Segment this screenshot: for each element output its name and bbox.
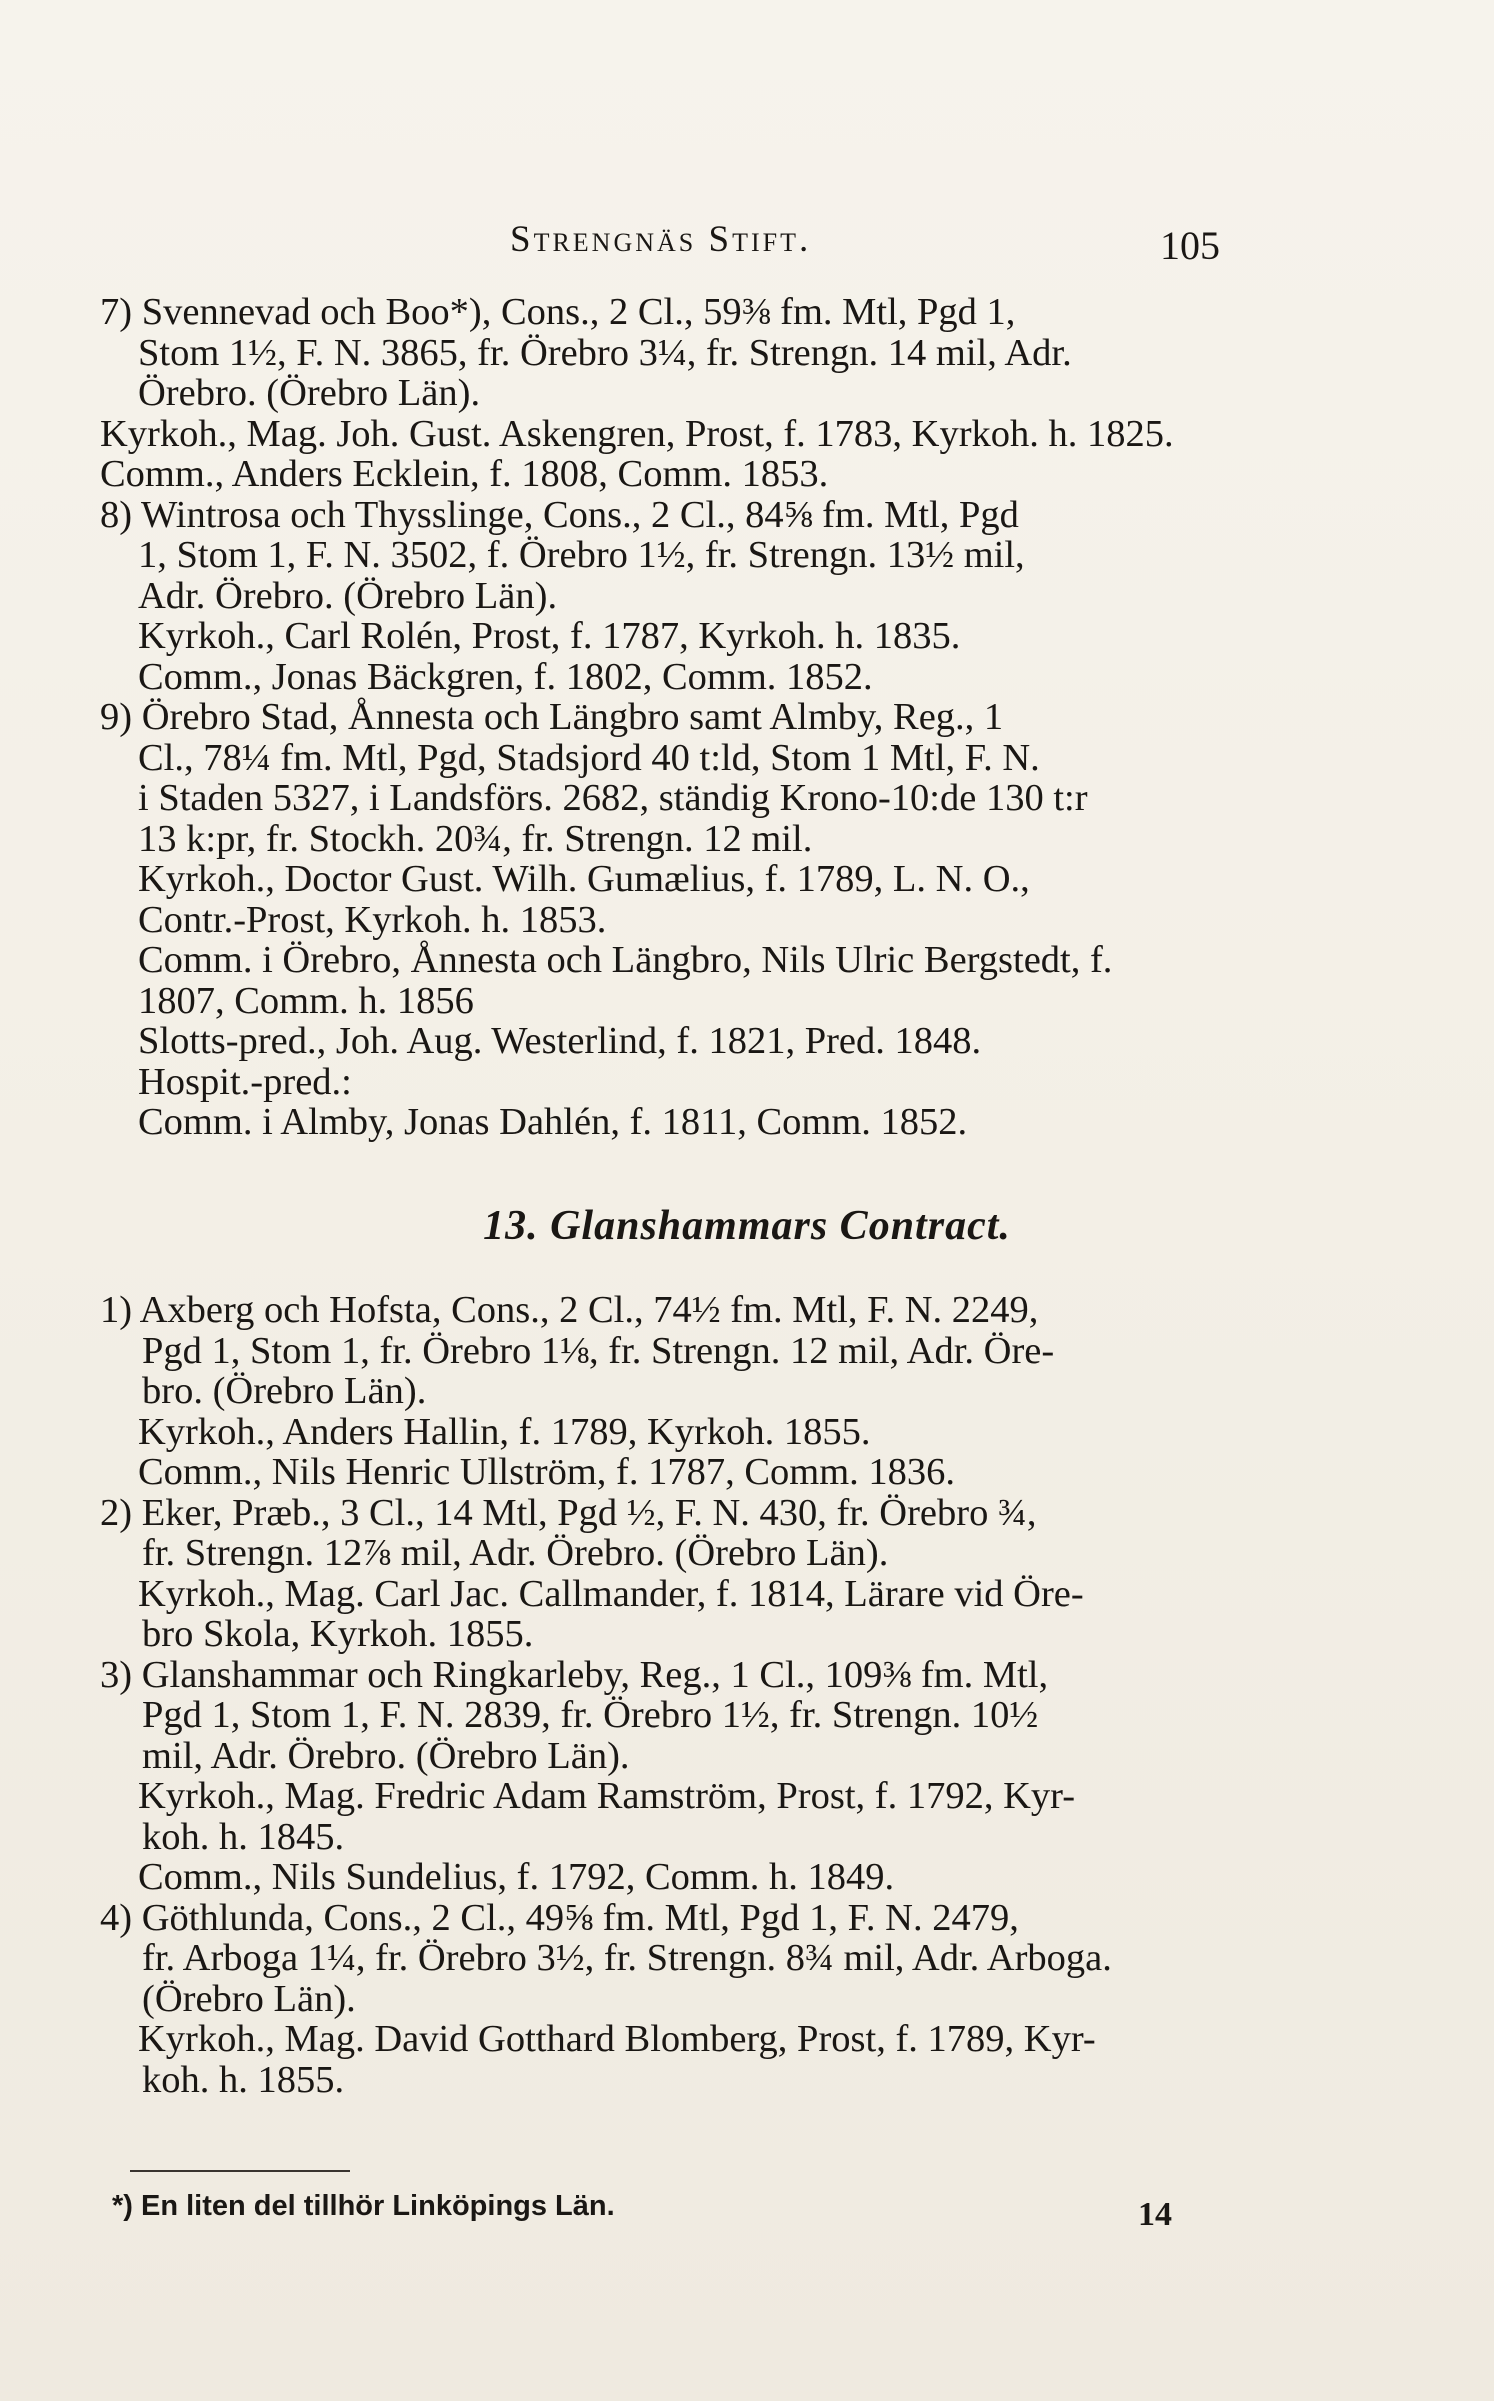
parish-list-section-2: [100, 1290, 1280, 2100]
printer-signature: 14: [1138, 2196, 1172, 2233]
text-line: Kyrkoh., Mag. David Gotthard Blomberg, Prost, f. 1789, Kyr-: [138, 2018, 1096, 2060]
text-line: fr. Arboga 1¼, fr. Örebro 3½, fr. Strengn. 8¾ mil, Adr. Arboga.: [142, 1937, 1112, 1979]
text-line: Kyrkoh., Doctor Gust. Wilh. Gumælius, f. 1789, L. N. O.,: [138, 858, 1030, 900]
text-line: Örebro. (Örebro Län).: [138, 372, 481, 414]
text-line: 8) Wintrosa och Thysslinge, Cons., 2 Cl., 84⅝ fm. Mtl, Pgd: [100, 493, 1019, 536]
text-line: koh. h. 1855.: [142, 2058, 345, 2101]
text-line: Kyrkoh., Mag. Carl Jac. Callmander, f. 1814, Lärare vid Öre-: [138, 1572, 1084, 1615]
text-line: 7) Svennevad och Boo*), Cons., 2 Cl., 59⅜ fm. Mtl, Pgd 1,: [100, 291, 1016, 333]
text-line: 3) Glanshammar och Ringkarleby, Reg., 1 Cl., 109⅜ fm. Mtl,: [100, 1653, 1049, 1696]
text-line: koh. h. 1845.: [142, 1815, 345, 1858]
text-line: Comm., Nils Sundelius, f. 1792, Comm. h. 1849.: [138, 1856, 895, 1898]
text-line: 9) Örebro Stad, Ånnesta och Längbro samt Almby, Reg., 1: [100, 696, 1004, 738]
text-line: Pgd 1, Stom 1, F. N. 2839, fr. Örebro 1½, fr. Strengn. 10½: [142, 1694, 1039, 1736]
text-line: 2) Eker, Præb., 3 Cl., 14 Mtl, Pgd ½, F. N. 430, fr. Örebro ¾,: [100, 1491, 1037, 1534]
footnote: *) En liten del tillhör Linköpings Län.: [112, 2190, 615, 2222]
text-line: fr. Strengn. 12⅞ mil, Adr. Örebro. (Örebro Län).: [142, 1532, 889, 1574]
text-line: Stom 1½, F. N. 3865, fr. Örebro 3¼, fr. Strengn. 14 mil, Adr.: [138, 331, 1072, 374]
text-line: Kyrkoh., Carl Rolén, Prost, f. 1787, Kyrkoh. h. 1835.: [138, 615, 961, 657]
text-line: Comm. i Örebro, Ånnesta och Längbro, Nils Ulric Bergstedt, f.: [138, 939, 1113, 981]
text-line: mil, Adr. Örebro. (Örebro Län).: [142, 1734, 630, 1777]
footnote-rule: [130, 2170, 350, 2172]
text-line: (Örebro Län).: [142, 1977, 356, 2020]
text-line: Kyrkoh., Anders Hallin, f. 1789, Kyrkoh. 1855.: [138, 1410, 871, 1453]
text-line: Comm. i Almby, Jonas Dahlén, f. 1811, Comm. 1852.: [138, 1101, 968, 1143]
text-line: 4) Göthlunda, Cons., 2 Cl., 49⅝ fm. Mtl, Pgd 1, F. N. 2479,: [100, 1896, 1019, 1939]
text-line: 1, Stom 1, F. N. 3502, f. Örebro 1½, fr. Strengn. 13½ mil,: [138, 534, 1025, 576]
text-line: Kyrkoh., Mag. Fredric Adam Ramström, Prost, f. 1792, Kyr-: [138, 1775, 1076, 1817]
text-line: Adr. Örebro. (Örebro Län).: [138, 574, 558, 617]
running-head: Strengnäs Stift.: [510, 219, 812, 260]
parish-list-section-1: [100, 292, 1280, 1143]
text-line: 13 k:pr, fr. Stockh. 20¾, fr. Strengn. 12 mil.: [138, 817, 813, 860]
text-line: Comm., Jonas Bäckgren, f. 1802, Comm. 1852.: [138, 655, 873, 698]
text-line: Contr.-Prost, Kyrkoh. h. 1853.: [138, 898, 607, 941]
text-line: Pgd 1, Stom 1, fr. Örebro 1⅛, fr. Strengn. 12 mil, Adr. Öre-: [142, 1329, 1055, 1372]
text-line: Cl., 78¼ fm. Mtl, Pgd, Stadsjord 40 t:ld, Stom 1 Mtl, F. N.: [138, 736, 1040, 779]
text-line: Hospit.-pred.:: [138, 1060, 352, 1103]
text-line: Slotts-pred., Joh. Aug. Westerlind, f. 1821, Pred. 1848.: [138, 1020, 982, 1062]
text-line: Comm., Anders Ecklein, f. 1808, Comm. 1853.: [100, 453, 829, 495]
text-line: bro Skola, Kyrkoh. 1855.: [142, 1613, 534, 1655]
text-line: bro. (Örebro Län).: [142, 1370, 427, 1412]
page-number: 105: [1160, 223, 1220, 268]
text-line: Kyrkoh., Mag. Joh. Gust. Askengren, Prost, f. 1783, Kyrkoh. h. 1825.: [100, 412, 1174, 455]
text-line: 1807, Comm. h. 1856: [138, 979, 474, 1022]
section-heading: 13. Glanshammars Contract.: [483, 1203, 1011, 1249]
text-line: 1) Axberg och Hofsta, Cons., 2 Cl., 74½ fm. Mtl, F. N. 2249,: [100, 1289, 1039, 1331]
text-line: i Staden 5327, i Landsförs. 2682, ständig Krono-10:de 130 t:r: [138, 777, 1088, 819]
text-line: Comm., Nils Henric Ullström, f. 1787, Comm. 1836.: [138, 1451, 956, 1493]
